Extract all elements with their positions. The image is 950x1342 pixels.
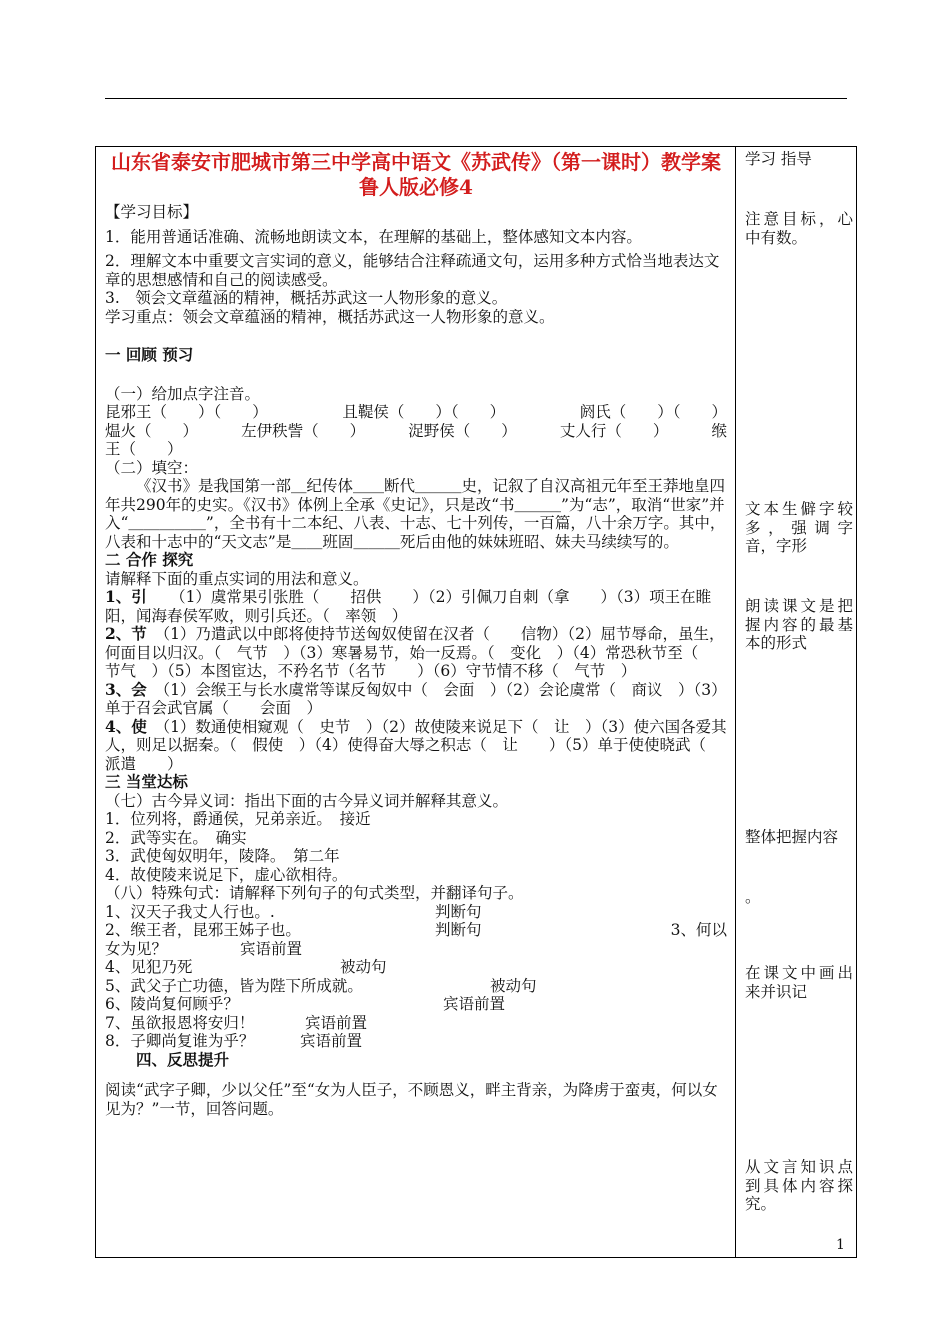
doc-title: 山东省泰安市肥城市第三中学高中语文《苏武传》（第一课时）教学案 鲁人版必修4 — [111, 150, 721, 199]
word-item — [105, 681, 727, 718]
gujin-question: 4．故使陵来说足下，虚心欲相待。 — [105, 865, 348, 884]
juzi-item — [105, 977, 727, 996]
pinyin-row-2 — [105, 422, 727, 441]
side-note-dot: 。 — [745, 888, 761, 906]
juzi-item — [105, 1014, 727, 1033]
juzi-answer: 宾语前置 — [305, 1013, 368, 1032]
juzi-question: 2、缑王者，昆邪王姊子也。 — [105, 921, 301, 939]
pinyin-item: 昆邪王（ ）（ ） — [105, 403, 268, 421]
section-2-heading: 二 合作 探究 — [105, 550, 194, 569]
juzi-question: 1、汉天子我丈人行也。. — [105, 902, 275, 921]
juzi-answer: 判断句 — [435, 921, 482, 939]
objective-2: 2．理解文本中重要文言实词的意义，能够结合注释疏通文句，运用多种方式恰当地表达文章的思想感情和自己的阅读感受。 — [105, 252, 720, 289]
juzi-item — [105, 958, 727, 977]
section-2-intro: 请解释下面的重点实词的用法和意义。 — [105, 569, 369, 588]
juzi-answer: 宾语前置 — [300, 1032, 363, 1050]
objective-3: 3. 领会文章蕴涵的精神，概括苏武这一人物形象的意义。 — [105, 289, 508, 307]
juzi-item — [105, 995, 727, 1014]
side-heading: 学习 指导 — [745, 150, 812, 168]
page-number: 1 — [836, 1237, 845, 1253]
fill-text: 《汉书》是我国第一部＿纪传体＿＿断代＿＿＿史，记叙了自汉高祖元年至王莽地皇四年共290年的史实。《汉书》体例上全承《史记》，只是改“书＿＿＿”为“志”，取消“世家”并入“＿＿＿＿＿”，全书有十二本纪、八表、十志、七十列传，一百篇，八十余万字。其中，八表和十志中的“天文志”是＿＿班固＿＿＿死后由他的妹妹班昭、妹夫马续续写的。 — [105, 477, 726, 551]
word-text: （1）乃遣武以中郎将使持节送匈奴使留在汉者（ 信物）（2）屈节辱命，虽生，何面目以归汉。（ 气节 ）（3）寒暑易节，始一反焉。（ 变化 ）（4）常恐秋节至（ 节气 ）（5）本图宦达，不矜名节（名节 ）（6）守节情不移（ 气节 ） — [105, 625, 725, 680]
pinyin-item: 煴火（ ） — [105, 421, 199, 440]
pinyin-item: 左伊秩訾（ ） — [241, 421, 366, 440]
objective-1: 1．能用普通话准确、流畅地朗读文本，在理解的基础上，整体感知文本内容。 — [105, 227, 642, 246]
gujin-item — [105, 847, 727, 866]
main-column — [105, 150, 737, 1118]
gujin-question: 1．位列将，爵通侯，兄弟亲近。 — [105, 810, 325, 828]
side-note-overall: 整体把握内容 — [745, 828, 839, 846]
pinyin-instruction: （一）给加点字注音。 — [105, 384, 261, 403]
juzi-answer: 判断句 — [435, 902, 482, 921]
juzi-question: 4、见犯乃死 — [105, 958, 193, 976]
juzi-question: 3、何以 — [670, 921, 727, 939]
juzi-question: 5、武父子亡功德，皆为陛下所成就。 — [105, 976, 363, 995]
section-1-heading: 一 回顾 预习 — [105, 345, 194, 364]
side-note-goals: 注意目标，心中有数。 — [745, 210, 853, 247]
pinyin-row-1 — [105, 403, 727, 422]
juzi-question: 8．子卿尚复谁为乎？ — [105, 1032, 255, 1050]
pinyin-item: 阏氏（ ）（ ） — [579, 403, 727, 421]
column-divider — [735, 146, 736, 1258]
juzi-item — [105, 1032, 727, 1051]
gujin-item — [105, 866, 727, 885]
pinyin-item: 丈人行（ ） — [559, 421, 669, 440]
word-item — [105, 588, 727, 625]
word-text: （1）数通使相窥观（ 史节 ）（2）故使陵来说足下（ 让 ）（3）使六国各爱其人，则足以据秦。（ 假使 ）（4）使得奋大辱之积志（ 让 ）（5）单于使使晓武（ 派遣 ） — [105, 717, 737, 773]
juzi-answer: 宾语前置 — [240, 939, 303, 958]
juzi-item — [105, 940, 727, 959]
juzi-answer: 宾语前置 — [443, 995, 506, 1013]
juzi-item — [105, 921, 727, 940]
section-4-heading: 四、反思提升 — [136, 1049, 230, 1069]
juzi-question: 7、虽欲报恩将安归！ — [105, 1013, 255, 1032]
side-note-pronunciation: 文本生僻字较多，强调字音，字形 — [745, 500, 853, 555]
section-4-text: 阅读“武字子卿，少以父任”至“女为人臣子，不顾恩义，畔主背亲，为降虏于蛮夷，何以女见为？”一节，回答问题。 — [105, 1081, 718, 1118]
juzi-answer: 被动句 — [340, 958, 387, 976]
word-item — [105, 716, 737, 774]
word-text: （1）会缑王与长水虞常等谋反匈奴中（ 会面 ）（2）会论虞常（ 商议 ）（3）单于召会武官属（ 会面 ） — [105, 680, 727, 717]
pinyin-item: 浞野侯（ ） — [408, 421, 517, 440]
gujin-answer: 接近 — [339, 810, 371, 828]
side-note-mark: 在课文中画出来并识记 — [745, 964, 853, 1001]
juzi-answer: 被动句 — [490, 976, 537, 995]
juzi-question: 6、陵尚复何顾乎？ — [105, 995, 239, 1013]
fill-instruction: （二）填空： — [105, 458, 199, 477]
gujin-item — [105, 829, 727, 848]
word-text: （1）虞常果引张胜（ 招供 ）（2）引佩刀自刺（拿 ）（3）项王在睢阳，闻海春侯军败，则引兵还。（ 率领 ） — [105, 588, 712, 625]
word-head: 2、节 — [105, 624, 147, 643]
word-head: 3、会 — [105, 679, 147, 699]
objectives-heading: 【学习目标】 — [105, 203, 199, 221]
pinyin-tail: 王（ ） — [105, 440, 183, 458]
gujin-question: 3．武使匈奴明年，陵降。 — [105, 847, 278, 865]
key-point: 学习重点：领会文章蕴涵的精神，概括苏武这一人物形象的意义。 — [105, 307, 555, 326]
juzi-question: 女为见？ — [105, 939, 168, 958]
word-head: 1、引 — [105, 587, 147, 606]
juzi-item — [105, 903, 727, 922]
side-note-explore: 从文言知识点到具体内容探究。 — [745, 1158, 853, 1213]
header-rule — [105, 98, 847, 99]
gujin-item — [105, 810, 727, 829]
section-3-heading: 三 当堂达标 — [105, 772, 188, 791]
juzi-instruction: （八）特殊句式：请解释下列句子的句式类型，并翻译句子。 — [105, 884, 524, 902]
gujin-question: 2．武等实在。 — [105, 828, 201, 847]
gujin-answer: 确实 — [215, 828, 247, 847]
side-note-reading: 朗读课文是把握内容的最基本的形式 — [745, 597, 853, 652]
gujin-answer: 第二年 — [293, 847, 340, 865]
word-head: 4、使 — [105, 716, 147, 736]
gujin-instruction: （七）古今异义词：指出下面的古今异义词并解释其意义。 — [105, 791, 509, 810]
pinyin-item: 缑 — [711, 421, 727, 440]
word-item — [105, 625, 727, 681]
pinyin-item: 且鞮侯（ ）（ ） — [342, 403, 506, 421]
